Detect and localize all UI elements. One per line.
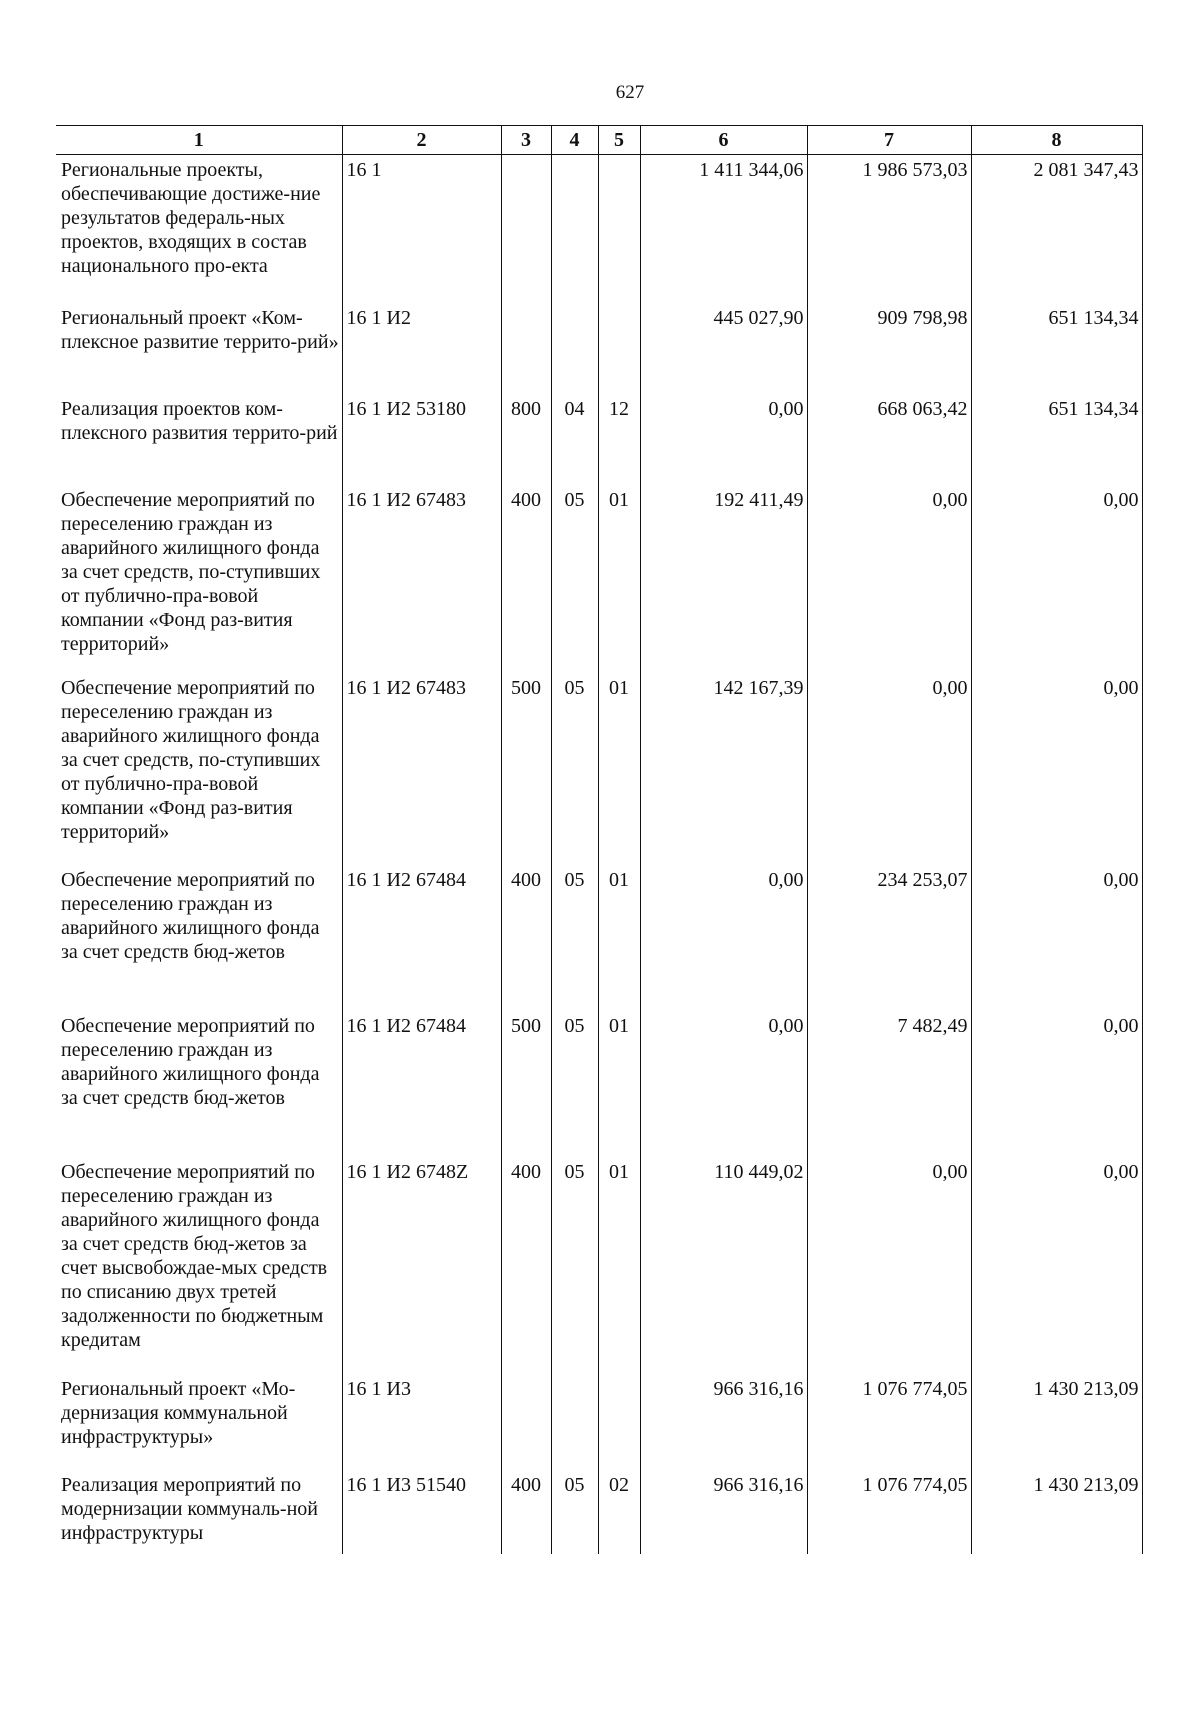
- row-pr: 01: [598, 868, 640, 1014]
- table-row: [56, 868, 1142, 1014]
- table-row: [56, 1377, 1142, 1473]
- header-col-4: 4: [551, 126, 598, 155]
- row-value-8: 0,00: [971, 1014, 1142, 1160]
- row-pr: 12: [598, 397, 640, 488]
- row-pr: 01: [598, 1160, 640, 1377]
- row-name: Региональный проект «Ком-плексное развитие террито-рий»: [56, 306, 342, 397]
- row-vr: 400: [501, 488, 551, 676]
- row-pr: [598, 306, 640, 397]
- row-code: 16 1 И3 51540: [342, 1473, 501, 1554]
- table-body: [56, 155, 1142, 1554]
- row-pr: 02: [598, 1473, 640, 1554]
- row-name: Реализация мероприятий по модернизации коммуналь-ной инфраструктуры: [56, 1473, 342, 1554]
- table-row: [56, 1473, 1142, 1554]
- row-value-6: 110 449,02: [640, 1160, 807, 1377]
- row-value-7: 668 063,42: [807, 397, 971, 488]
- row-value-7: 7 482,49: [807, 1014, 971, 1160]
- header-col-8: 8: [971, 126, 1142, 155]
- header-col-2: 2: [342, 126, 501, 155]
- row-rz: 05: [551, 868, 598, 1014]
- row-name: Обеспечение мероприятий по переселению граждан из аварийного жилищного фонда за счет средств, по-ступивших от публично-пра-вовой компании «Фонд раз-вития территорий»: [56, 488, 342, 676]
- row-value-8: 0,00: [971, 1160, 1142, 1377]
- row-vr: 500: [501, 676, 551, 868]
- row-rz: [551, 1377, 598, 1473]
- row-name: Региональные проекты, обеспечивающие достиже-ние результатов федераль-ных проектов, входящих в состав национального про-екта: [56, 155, 342, 306]
- header-col-5: 5: [598, 126, 640, 155]
- row-pr: 01: [598, 1014, 640, 1160]
- row-value-8: 0,00: [971, 488, 1142, 676]
- row-name: Обеспечение мероприятий по переселению граждан из аварийного жилищного фонда за счет средств, по-ступивших от публично-пра-вовой компании «Фонд раз-вития территорий»: [56, 676, 342, 868]
- row-pr: [598, 1377, 640, 1473]
- budget-table: [56, 125, 1143, 1554]
- row-value-6: 0,00: [640, 1014, 807, 1160]
- row-vr: [501, 306, 551, 397]
- table-row: [56, 306, 1142, 397]
- row-vr: [501, 155, 551, 306]
- row-vr: 500: [501, 1014, 551, 1160]
- row-rz: [551, 306, 598, 397]
- table-row: [56, 488, 1142, 676]
- row-value-6: 0,00: [640, 397, 807, 488]
- row-code: 16 1 И2 6748Z: [342, 1160, 501, 1377]
- header-col-3: 3: [501, 126, 551, 155]
- table-header: [56, 126, 1142, 155]
- table-row: [56, 397, 1142, 488]
- row-value-6: 445 027,90: [640, 306, 807, 397]
- page-number: 627: [615, 82, 645, 103]
- row-rz: 05: [551, 676, 598, 868]
- row-rz: 05: [551, 1160, 598, 1377]
- row-pr: 01: [598, 676, 640, 868]
- row-name: Региональный проект «Мо-дернизация коммунальной инфраструктуры»: [56, 1377, 342, 1473]
- header-col-1: 1: [56, 126, 342, 155]
- row-name: Обеспечение мероприятий по переселению граждан из аварийного жилищного фонда за счет средств бюд-жетов за счет высвобождае-мых средств по списанию двух третей задолженности по бюджетным кредитам: [56, 1160, 342, 1377]
- row-value-8: 0,00: [971, 868, 1142, 1014]
- header-col-7: 7: [807, 126, 971, 155]
- row-value-7: 909 798,98: [807, 306, 971, 397]
- row-rz: 05: [551, 1473, 598, 1554]
- table-row: [56, 676, 1142, 868]
- row-code: 16 1 И2: [342, 306, 501, 397]
- row-value-6: 1 411 344,06: [640, 155, 807, 306]
- row-value-8: 1 430 213,09: [971, 1473, 1142, 1554]
- row-value-6: 192 411,49: [640, 488, 807, 676]
- row-code: 16 1 И2 67484: [342, 868, 501, 1014]
- row-value-7: 0,00: [807, 1160, 971, 1377]
- row-pr: 01: [598, 488, 640, 676]
- row-code: 16 1 И2 67483: [342, 488, 501, 676]
- row-value-7: 1 076 774,05: [807, 1377, 971, 1473]
- table-row: [56, 1014, 1142, 1160]
- row-rz: 05: [551, 1014, 598, 1160]
- row-code: 16 1 И3: [342, 1377, 501, 1473]
- row-value-6: 142 167,39: [640, 676, 807, 868]
- header-col-6: 6: [640, 126, 807, 155]
- row-rz: [551, 155, 598, 306]
- row-code: 16 1 И2 67483: [342, 676, 501, 868]
- row-rz: 04: [551, 397, 598, 488]
- table-row: [56, 1160, 1142, 1377]
- row-value-7: 1 076 774,05: [807, 1473, 971, 1554]
- row-code: 16 1: [342, 155, 501, 306]
- row-code: 16 1 И2 67484: [342, 1014, 501, 1160]
- row-vr: 400: [501, 1160, 551, 1377]
- row-value-7: 234 253,07: [807, 868, 971, 1014]
- row-vr: [501, 1377, 551, 1473]
- row-rz: 05: [551, 488, 598, 676]
- row-value-7: 0,00: [807, 676, 971, 868]
- row-value-8: 651 134,34: [971, 397, 1142, 488]
- row-name: Реализация проектов ком-плексного развития террито-рий: [56, 397, 342, 488]
- row-value-8: 0,00: [971, 676, 1142, 868]
- row-value-6: 0,00: [640, 868, 807, 1014]
- row-vr: 400: [501, 1473, 551, 1554]
- row-value-6: 966 316,16: [640, 1473, 807, 1554]
- row-value-6: 966 316,16: [640, 1377, 807, 1473]
- row-value-8: 2 081 347,43: [971, 155, 1142, 306]
- row-value-8: 1 430 213,09: [971, 1377, 1142, 1473]
- row-name: Обеспечение мероприятий по переселению граждан из аварийного жилищного фонда за счет средств бюд-жетов: [56, 868, 342, 1014]
- row-code: 16 1 И2 53180: [342, 397, 501, 488]
- row-value-7: 0,00: [807, 488, 971, 676]
- row-value-8: 651 134,34: [971, 306, 1142, 397]
- row-pr: [598, 155, 640, 306]
- table-row: [56, 155, 1142, 306]
- row-vr: 800: [501, 397, 551, 488]
- row-vr: 400: [501, 868, 551, 1014]
- row-value-7: 1 986 573,03: [807, 155, 971, 306]
- row-name: Обеспечение мероприятий по переселению граждан из аварийного жилищного фонда за счет средств бюд-жетов: [56, 1014, 342, 1160]
